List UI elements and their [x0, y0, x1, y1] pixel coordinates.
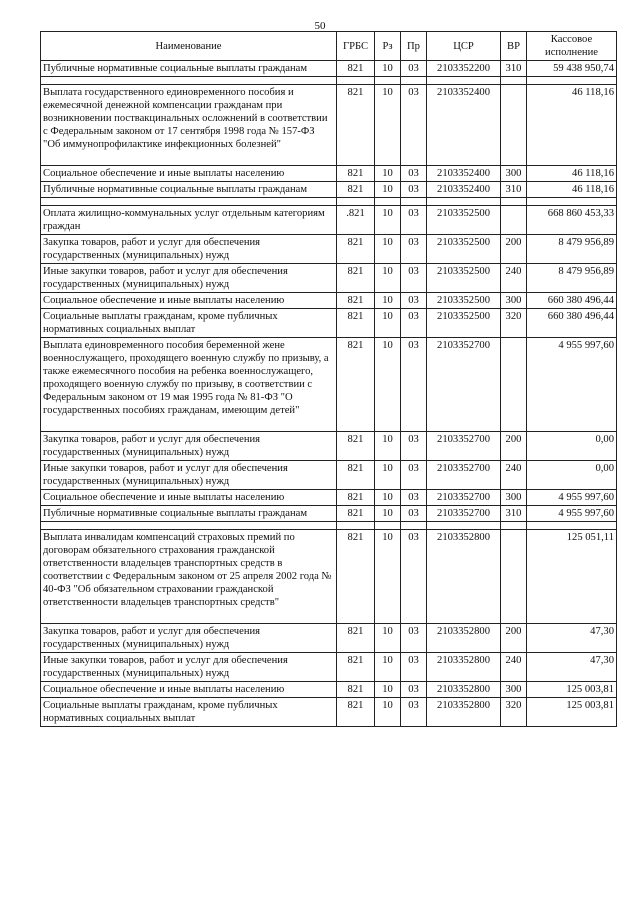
row-pr: 03	[401, 432, 427, 461]
row-grbs: 821	[337, 530, 375, 624]
row-vr: 200	[501, 235, 527, 264]
table-body	[41, 61, 617, 727]
row-amount: 4 955 997,60	[527, 490, 617, 506]
row-pr: 03	[401, 85, 427, 166]
table-row	[41, 293, 617, 309]
table-row	[41, 85, 617, 166]
row-name: Выплата государственного единовременного пособия и ежемесячной денежной компенсации гражданам при возникновении поствакцинальных осложнений в соответствии с Федеральным законом от 17 сентября 1998 года № 157-ФЗ "Об иммунопрофилактике инфекционных болезней"	[41, 85, 337, 166]
row-grbs: 821	[337, 461, 375, 490]
row-grbs: 821	[337, 309, 375, 338]
spacer-cell	[375, 198, 401, 206]
row-pr: 03	[401, 309, 427, 338]
row-vr: 300	[501, 490, 527, 506]
header-grbs: ГРБС	[337, 32, 375, 61]
page-number: 50	[314, 20, 326, 32]
row-csr: 2103352700	[427, 432, 501, 461]
table-row	[41, 490, 617, 506]
row-grbs: 821	[337, 506, 375, 522]
row-grbs: 821	[337, 624, 375, 653]
spacer-cell	[527, 77, 617, 85]
table-row	[41, 182, 617, 198]
row-pr: 03	[401, 506, 427, 522]
row-name: Иные закупки товаров, работ и услуг для обеспечения государственных (муниципальных) нужд	[41, 461, 337, 490]
row-amount: 46 118,16	[527, 166, 617, 182]
row-pr: 03	[401, 530, 427, 624]
row-pr: 03	[401, 698, 427, 727]
row-rz: 10	[375, 61, 401, 77]
row-csr: 2103352500	[427, 309, 501, 338]
table-row	[41, 530, 617, 624]
spacer-cell	[427, 198, 501, 206]
row-grbs: .821	[337, 206, 375, 235]
row-rz: 10	[375, 309, 401, 338]
row-grbs: 821	[337, 182, 375, 198]
row-name: Иные закупки товаров, работ и услуг для обеспечения государственных (муниципальных) нужд	[41, 653, 337, 682]
row-name: Социальное обеспечение и иные выплаты населению	[41, 293, 337, 309]
row-vr: 310	[501, 506, 527, 522]
row-vr: 300	[501, 293, 527, 309]
row-name: Выплата инвалидам компенсаций страховых премий по договорам обязательного страхования гражданской ответственности владельцев транспортных средств в соответствии с Федеральным законом от 25 апреля 2002 года № 40-ФЗ "Об обязательном страховании гражданской ответственности владельцев транспортных средств"	[41, 530, 337, 624]
row-rz: 10	[375, 85, 401, 166]
row-name: Социальное обеспечение и иные выплаты населению	[41, 490, 337, 506]
table-row	[41, 461, 617, 490]
row-pr: 03	[401, 235, 427, 264]
row-pr: 03	[401, 653, 427, 682]
table-header-row	[41, 32, 617, 61]
spacer-cell	[401, 522, 427, 530]
row-pr: 03	[401, 61, 427, 77]
row-vr: 200	[501, 432, 527, 461]
table-row	[41, 309, 617, 338]
row-pr: 03	[401, 264, 427, 293]
table-row	[41, 206, 617, 235]
table-row	[41, 682, 617, 698]
row-amount: 8 479 956,89	[527, 264, 617, 293]
row-csr: 2103352400	[427, 182, 501, 198]
row-rz: 10	[375, 182, 401, 198]
row-vr: 200	[501, 624, 527, 653]
row-csr: 2103352500	[427, 235, 501, 264]
row-rz: 10	[375, 432, 401, 461]
spacer-cell	[41, 77, 337, 85]
row-rz: 10	[375, 506, 401, 522]
spacer-cell	[501, 522, 527, 530]
row-vr: 310	[501, 61, 527, 77]
row-csr: 2103352800	[427, 530, 501, 624]
row-rz: 10	[375, 682, 401, 698]
row-rz: 10	[375, 461, 401, 490]
row-amount: 47,30	[527, 624, 617, 653]
budget-execution-table	[40, 31, 617, 727]
row-grbs: 821	[337, 293, 375, 309]
row-amount: 59 438 950,74	[527, 61, 617, 77]
row-rz: 10	[375, 166, 401, 182]
table-row	[41, 624, 617, 653]
header-pr: Пр	[401, 32, 427, 61]
row-grbs: 821	[337, 432, 375, 461]
row-name: Закупка товаров, работ и услуг для обеспечения государственных (муниципальных) нужд	[41, 235, 337, 264]
row-name: Социальные выплаты гражданам, кроме публичных нормативных социальных выплат	[41, 698, 337, 727]
row-amount: 8 479 956,89	[527, 235, 617, 264]
row-pr: 03	[401, 461, 427, 490]
row-amount: 125 003,81	[527, 698, 617, 727]
row-pr: 03	[401, 338, 427, 432]
row-vr	[501, 206, 527, 235]
row-name: Иные закупки товаров, работ и услуг для обеспечения государственных (муниципальных) нужд	[41, 264, 337, 293]
row-name: Оплата жилищно-коммунальных услуг отдельным категориям граждан	[41, 206, 337, 235]
row-rz: 10	[375, 490, 401, 506]
row-csr: 2103352500	[427, 264, 501, 293]
row-spacer	[41, 77, 617, 85]
row-rz: 10	[375, 206, 401, 235]
row-spacer	[41, 198, 617, 206]
row-grbs: 821	[337, 61, 375, 77]
row-amount: 4 955 997,60	[527, 338, 617, 432]
row-csr: 2103352800	[427, 682, 501, 698]
row-csr: 2103352800	[427, 698, 501, 727]
row-amount: 668 860 453,33	[527, 206, 617, 235]
row-name: Публичные нормативные социальные выплаты гражданам	[41, 506, 337, 522]
row-pr: 03	[401, 166, 427, 182]
row-pr: 03	[401, 206, 427, 235]
row-rz: 10	[375, 653, 401, 682]
spacer-cell	[501, 77, 527, 85]
spacer-cell	[401, 77, 427, 85]
spacer-cell	[375, 77, 401, 85]
row-csr: 2103352400	[427, 85, 501, 166]
row-amount: 47,30	[527, 653, 617, 682]
row-vr: 240	[501, 653, 527, 682]
row-vr: 310	[501, 182, 527, 198]
spacer-cell	[527, 522, 617, 530]
row-amount: 125 003,81	[527, 682, 617, 698]
spacer-cell	[375, 522, 401, 530]
row-csr: 2103352500	[427, 293, 501, 309]
row-amount: 660 380 496,44	[527, 309, 617, 338]
row-csr: 2103352700	[427, 506, 501, 522]
table-row	[41, 166, 617, 182]
row-amount: 46 118,16	[527, 85, 617, 166]
row-name: Социальные выплаты гражданам, кроме публичных нормативных социальных выплат	[41, 309, 337, 338]
row-grbs: 821	[337, 682, 375, 698]
spacer-cell	[527, 198, 617, 206]
row-vr: 240	[501, 461, 527, 490]
row-csr: 2103352700	[427, 490, 501, 506]
row-csr: 2103352200	[427, 61, 501, 77]
row-rz: 10	[375, 235, 401, 264]
row-grbs: 821	[337, 653, 375, 682]
row-name: Публичные нормативные социальные выплаты гражданам	[41, 61, 337, 77]
row-pr: 03	[401, 624, 427, 653]
row-csr: 2103352800	[427, 653, 501, 682]
row-amount: 660 380 496,44	[527, 293, 617, 309]
table-row	[41, 235, 617, 264]
row-rz: 10	[375, 624, 401, 653]
table-row	[41, 338, 617, 432]
header-vr: ВР	[501, 32, 527, 61]
row-vr: 240	[501, 264, 527, 293]
row-vr: 320	[501, 309, 527, 338]
row-grbs: 821	[337, 490, 375, 506]
row-amount: 4 955 997,60	[527, 506, 617, 522]
row-vr: 320	[501, 698, 527, 727]
table-row	[41, 264, 617, 293]
row-pr: 03	[401, 182, 427, 198]
spacer-cell	[427, 77, 501, 85]
row-spacer	[41, 522, 617, 530]
row-rz: 10	[375, 530, 401, 624]
row-pr: 03	[401, 490, 427, 506]
row-name: Публичные нормативные социальные выплаты гражданам	[41, 182, 337, 198]
row-name: Выплата единовременного пособия беременной жене военнослужащего, проходящего военную службу по призыву, а также ежемесячного пособия на ребенка военнослужащего, проходящего военную службу по призыву, в соответствии с Федеральным законом от 19 мая 1995 года № 81-ФЗ "О государственных пособиях гражданам, имеющим детей"	[41, 338, 337, 432]
row-csr: 2103352700	[427, 338, 501, 432]
row-amount: 125 051,11	[527, 530, 617, 624]
row-grbs: 821	[337, 85, 375, 166]
row-amount: 0,00	[527, 461, 617, 490]
header-csr: ЦСР	[427, 32, 501, 61]
table-row	[41, 432, 617, 461]
spacer-cell	[41, 198, 337, 206]
spacer-cell	[427, 522, 501, 530]
row-csr: 2103352400	[427, 166, 501, 182]
spacer-cell	[337, 198, 375, 206]
header-rz: Рз	[375, 32, 401, 61]
row-name: Социальное обеспечение и иные выплаты населению	[41, 682, 337, 698]
row-name: Закупка товаров, работ и услуг для обеспечения государственных (муниципальных) нужд	[41, 432, 337, 461]
table-row	[41, 698, 617, 727]
row-vr: 300	[501, 682, 527, 698]
row-grbs: 821	[337, 264, 375, 293]
row-pr: 03	[401, 682, 427, 698]
row-amount: 46 118,16	[527, 182, 617, 198]
spacer-cell	[337, 522, 375, 530]
row-grbs: 821	[337, 166, 375, 182]
row-rz: 10	[375, 698, 401, 727]
row-vr	[501, 530, 527, 624]
row-csr: 2103352800	[427, 624, 501, 653]
row-vr	[501, 85, 527, 166]
table-row	[41, 506, 617, 522]
table-row	[41, 653, 617, 682]
row-vr: 300	[501, 166, 527, 182]
spacer-cell	[41, 522, 337, 530]
row-rz: 10	[375, 264, 401, 293]
spacer-cell	[337, 77, 375, 85]
row-pr: 03	[401, 293, 427, 309]
row-amount: 0,00	[527, 432, 617, 461]
row-grbs: 821	[337, 235, 375, 264]
row-csr: 2103352700	[427, 461, 501, 490]
row-csr: 2103352500	[427, 206, 501, 235]
row-rz: 10	[375, 293, 401, 309]
row-rz: 10	[375, 338, 401, 432]
table-row	[41, 61, 617, 77]
header-amount: Кассовое исполнение	[527, 32, 617, 61]
row-grbs: 821	[337, 698, 375, 727]
header-name: Наименование	[41, 32, 337, 61]
spacer-cell	[401, 198, 427, 206]
row-name: Закупка товаров, работ и услуг для обеспечения государственных (муниципальных) нужд	[41, 624, 337, 653]
row-name: Социальное обеспечение и иные выплаты населению	[41, 166, 337, 182]
row-vr	[501, 338, 527, 432]
spacer-cell	[501, 198, 527, 206]
row-grbs: 821	[337, 338, 375, 432]
